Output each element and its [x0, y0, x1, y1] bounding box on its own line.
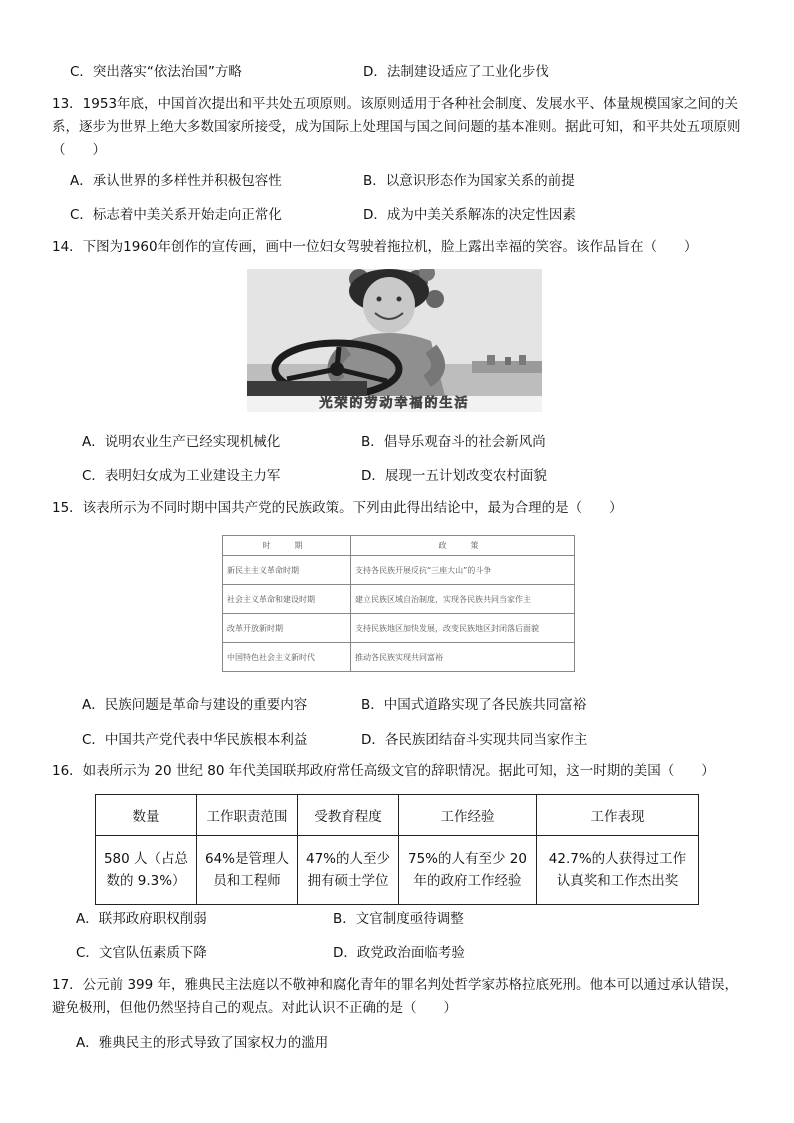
q15-option-a: A．民族问题是革命与建设的重要内容 [82, 697, 308, 713]
cell-line: 47%的人至少 [305, 851, 390, 867]
cell-line: 64%是管理人 [204, 851, 289, 867]
table-row [223, 614, 575, 643]
q14-option-b: B．倡导乐观奋斗的社会新风尚 [361, 434, 546, 450]
table-cell-experience [399, 836, 537, 905]
q13-option-a: A．承认世界的多样性并积极包容性 [70, 173, 282, 189]
table-header-job-scope: 工作职责范围 [197, 795, 298, 836]
table-cell-period: 中国特色社会主义新时代 [223, 643, 351, 672]
q13-stem: 13．1953年底，中国首次提出和平共处五项原则。该原则适用于各种社会制度、发展水平、体量规模国家之间的关系，逐步为世界上绝大多数国家所接受，成为国际上处理国与国之间问题的基本准则。据此可知，和平共处五项原则（ ） [52, 96, 741, 158]
q14-stem: 14．下图为1960年创作的宣传画，画中一位妇女驾驶着拖拉机，脸上露出幸福的笑容。该作品旨在（ ） [52, 239, 698, 255]
q17-stem: 17．公元前 399 年，雅典民主法庭以不敬神和腐化青年的罪名判处哲学家苏格拉底死刑。他本可以通过承认错误，避免极刑，但他仍然坚持自己的观点。对此认识不正确的是（ ） [52, 977, 739, 1016]
table-cell-period: 社会主义革命和建设时期 [223, 585, 351, 614]
table-header-education: 受教育程度 [298, 795, 399, 836]
cell-line: 年的政府工作经验 [413, 873, 522, 889]
q13-option-c: C．标志着中美关系开始走向正常化 [70, 207, 282, 223]
q12-option-c: C．突出落实“依法治国”方略 [70, 64, 242, 80]
cell-line: 42.7%的人获得过工作 [548, 851, 687, 867]
q14-option-c: C．表明妇女成为工业建设主力军 [82, 468, 281, 484]
cell-line: 数的 9.3%） [106, 873, 186, 889]
q16-option-b: B．文官制度亟待调整 [333, 911, 464, 927]
table-row [223, 556, 575, 585]
cell-line: 认真奖和工作杰出奖 [556, 873, 679, 889]
propaganda-poster-image [247, 269, 542, 412]
q16-option-c: C．文官队伍素质下降 [76, 945, 207, 961]
q14-option-d: D．展现一五计划改变农村面貌 [361, 468, 547, 484]
table-header-period: 时 期 [223, 536, 351, 556]
table-header-experience: 工作经验 [399, 795, 537, 836]
table-row [96, 836, 699, 905]
q17-option-a: A．雅典民主的形式导致了国家权力的滥用 [76, 1035, 329, 1051]
q14-option-a: A．说明农业生产已经实现机械化 [82, 434, 281, 450]
table-cell-quantity [96, 836, 197, 905]
ethnic-policy-table [222, 535, 575, 672]
poster-illustration [247, 269, 542, 396]
q16-option-a: A．联邦政府职权削弱 [76, 911, 207, 927]
table-cell-period: 改革开放新时期 [223, 614, 351, 643]
table-cell-performance [537, 836, 699, 905]
table-header-quantity: 数量 [96, 795, 197, 836]
table-row [223, 643, 575, 672]
q13-option-b: B．以意识形态作为国家关系的前提 [363, 173, 575, 189]
civil-servant-resignation-table [95, 794, 699, 905]
table-cell-policy: 推动各民族实现共同富裕 [351, 643, 575, 672]
table-header-performance: 工作表现 [537, 795, 699, 836]
q15-option-b: B．中国式道路实现了各民族共同富裕 [361, 697, 587, 713]
table-header-policy: 政 策 [351, 536, 575, 556]
q15-stem: 15．该表所示为不同时期中国共产党的民族政策。下列由此得出结论中，最为合理的是（ ） [52, 500, 623, 516]
q15-option-d: D．各民族团结奋斗实现共同当家作主 [361, 732, 588, 748]
cell-line: 580 人（占总 [103, 851, 189, 867]
table-header-row [223, 536, 575, 556]
table-cell-policy: 支持民族地区加快发展，改变民族地区封闭落后面貌 [351, 614, 575, 643]
cell-line: 75%的人有至少 20 [408, 851, 527, 867]
cell-line: 拥有硕士学位 [307, 873, 389, 889]
table-row [223, 585, 575, 614]
q12-option-d: D．法制建设适应了工业化步伐 [363, 64, 549, 80]
table-header-row [96, 795, 699, 836]
table-cell-period: 新民主主义革命时期 [223, 556, 351, 585]
q16-stem: 16．如表所示为 20 世纪 80 年代美国联邦政府常任高级文官的辞职情况。据此可知，这一时期的美国（ ） [52, 763, 715, 779]
table-cell-education [298, 836, 399, 905]
q16-option-d: D．政党政治面临考验 [333, 945, 465, 961]
table-cell-policy: 建立民族区域自治制度，实现各民族共同当家作主 [351, 585, 575, 614]
q15-option-c: C．中国共产党代表中华民族根本利益 [82, 732, 308, 748]
poster-caption: 光荣的劳动幸福的生活 [247, 396, 542, 412]
q13-option-d: D．成为中美关系解冻的决定性因素 [363, 207, 576, 223]
cell-line: 员和工程师 [213, 873, 281, 889]
table-cell-job-scope [197, 836, 298, 905]
table-cell-policy: 支持各民族开展反抗“三座大山”的斗争 [351, 556, 575, 585]
